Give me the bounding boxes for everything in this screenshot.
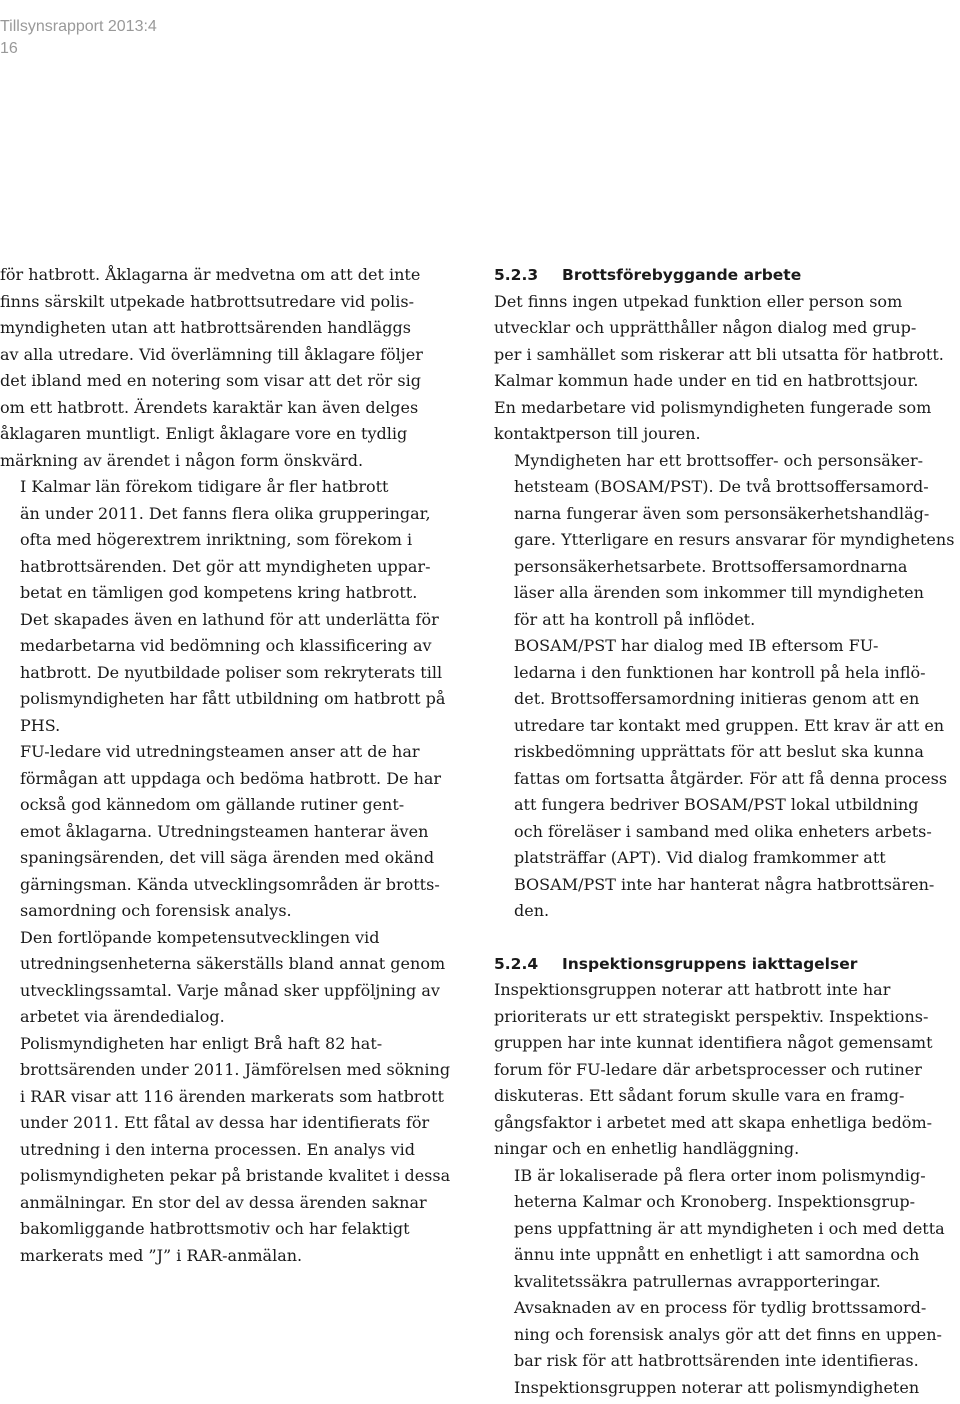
text-line: Inspektionsgruppen noterar att polismyndigheten <box>514 1377 920 1397</box>
text-line: hatbrottsärenden. Det gör att myndigheten uppar- <box>20 556 431 576</box>
left-column <box>0 262 458 1269</box>
text-line: också god kännedom om gällande rutiner gent- <box>20 795 405 814</box>
text-line: gångsfaktor i arbetet med att skapa enhetliga bedöm- <box>494 1112 933 1132</box>
text-line: hatbrott. De nyutbildade poliser som rekryterats till <box>20 662 443 682</box>
body-paragraph <box>494 1295 954 1375</box>
page-number: 16 <box>0 40 18 57</box>
body-paragraph <box>494 977 954 1163</box>
text-line: i RAR visar att 116 ärenden markerats som hatbrott <box>20 1086 444 1106</box>
text-line: Polismyndigheten har enligt Brå haft 82 hat- <box>20 1033 383 1053</box>
text-line: ofta med högerextrem inriktning, som förekom i <box>20 530 413 549</box>
body-paragraph <box>0 1031 458 1270</box>
text-line: det. Brottsoffersamordning initieras genom att en <box>514 689 920 708</box>
text-line: spaningsärenden, det vill säga ärenden med okänd <box>20 848 435 867</box>
text-line: markerats med ”J” i RAR-anmälan. <box>20 1245 303 1265</box>
text-line: hetsteam (BOSAM/PST). De två brottsoffersamord- <box>514 477 929 496</box>
text-line: polismyndigheten har fått utbildning om hatbrott på <box>20 689 446 708</box>
text-line: per i samhället som riskerar att bli utsatta för hatbrott. <box>494 344 944 364</box>
text-line: Inspektionsgruppen noterar att hatbrott inte har <box>494 980 891 999</box>
text-line: Det skapades även en lathund för att underlätta för <box>20 609 439 629</box>
body-paragraph <box>494 448 954 634</box>
text-line: emot åklagarna. Utredningsteamen hanterar även <box>20 821 429 841</box>
text-line: kontaktperson till jouren. <box>494 424 701 443</box>
text-line: och föreläser i samband med olika enheters arbets- <box>514 821 932 841</box>
text-line: utredningsenheterna säkerställs bland annat genom <box>20 954 446 973</box>
text-line: kvalitetssäkra patrullernas avrapporteringar. <box>514 1271 881 1291</box>
text-line: bakomliggande hatbrottsmotiv och har felaktigt <box>20 1219 410 1238</box>
text-line: bar risk för att hatbrottsärenden inte identifieras. <box>514 1351 919 1370</box>
text-line: samordning och forensisk analys. <box>20 901 292 920</box>
text-line: brottsärenden under 2011. Jämförelsen med sökning <box>20 1060 451 1079</box>
text-line: märkning av ärendet i någon form önskvärd. <box>0 450 364 470</box>
text-line: Den fortlöpande kompetensutvecklingen vid <box>20 927 380 947</box>
text-line: finns särskilt utpekade hatbrottsutredare vid polis- <box>0 291 415 311</box>
right-column <box>494 262 954 1401</box>
section-title: Inspektionsgruppens iakttagelser <box>562 954 858 973</box>
text-line: BOSAM/PST inte har hanterat några hatbrottsären- <box>514 874 935 894</box>
text-line: pens uppfattning är att myndigheten i och med detta <box>514 1218 945 1238</box>
text-line: det ibland med en notering som visar att det rör sig <box>0 371 421 390</box>
text-line: myndigheten utan att hatbrottsärenden handläggs <box>0 318 411 337</box>
section-number: 5.2.3 <box>494 266 539 284</box>
text-line: personsäkerhetsarbete. Brottsoffersamordnarna <box>514 556 908 576</box>
body-paragraph <box>494 289 954 448</box>
text-line: BOSAM/PST har dialog med IB eftersom FU- <box>514 636 879 655</box>
running-head <box>0 16 157 60</box>
text-line: av alla utredare. Vid överlämning till åklagare följer <box>0 344 423 364</box>
text-line: utvecklingssamtal. Varje månad sker uppföljning av <box>20 980 440 1000</box>
text-line: I Kalmar län förekom tidigare år fler hatbrott <box>20 477 389 496</box>
text-line: arbetet via ärendedialog. <box>20 1007 225 1026</box>
body-paragraph <box>0 474 458 739</box>
text-line: ledarna i den funktionen har kontroll på hela inflö- <box>514 662 926 682</box>
text-line: läser alla ärenden som inkommer till myndigheten <box>514 583 924 602</box>
report-title: Tillsynsrapport 2013:4 <box>0 18 157 35</box>
body-paragraph <box>494 633 954 925</box>
text-line: gärningsman. Kända utvecklingsområden är brotts- <box>20 874 440 894</box>
text-line: polismyndigheten pekar på bristande kvalitet i dessa <box>20 1166 451 1185</box>
text-line: förmågan att uppdaga och bedöma hatbrott. De har <box>20 768 442 788</box>
body-paragraph <box>0 262 458 474</box>
text-line: platsträffar (APT). Vid dialog framkommer att <box>514 848 886 867</box>
text-line: anmälningar. En stor del av dessa ärenden saknar <box>20 1192 427 1212</box>
section-heading <box>494 951 954 978</box>
text-line: utredare tar kontakt med gruppen. Ett krav är att en <box>514 715 945 735</box>
section-number: 5.2.4 <box>494 954 539 973</box>
text-line: om ett hatbrott. Ärendets karaktär kan även delges <box>0 397 419 417</box>
text-line: ningar och en enhetlig handläggning. <box>494 1139 800 1158</box>
text-line: narna fungerar även som personsäkerhetshandläg- <box>514 503 930 523</box>
text-line: prioriterats ur ett strategiskt perspektiv. Inspektions- <box>494 1006 929 1026</box>
text-line: heterna Kalmar och Kronoberg. Inspektionsgrup- <box>514 1192 916 1211</box>
text-line: fattas om fortsatta åtgärder. För att få denna process <box>514 768 948 788</box>
body-paragraph <box>0 925 458 1031</box>
text-line: gruppen har inte kunnat identifiera något gemensamt <box>494 1033 933 1052</box>
text-line: ning och forensisk analys gör att det finns en uppen- <box>514 1324 942 1344</box>
body-paragraph <box>494 1375 954 1402</box>
text-line: att fungera bedriver BOSAM/PST lokal utbildning <box>514 795 919 814</box>
text-line: riskbedömning upprättats för att beslut ska kunna <box>514 742 924 761</box>
text-line: utredning i den interna processen. En analys vid <box>20 1139 415 1159</box>
text-line: PHS. <box>20 715 61 735</box>
text-line: forum för FU-ledare där arbetsprocesser och rutiner <box>494 1059 922 1079</box>
text-line: ännu inte uppnått en enhetligt i att samordna och <box>514 1245 920 1264</box>
text-line: än under 2011. Det fanns flera olika grupperingar, <box>20 503 431 523</box>
text-line: under 2011. Ett fåtal av dessa har identifierats för <box>20 1113 430 1132</box>
section-heading <box>494 262 954 289</box>
text-line: gare. Ytterligare en resurs ansvarar för myndighetens <box>514 530 955 549</box>
text-line: Avsaknaden av en process för tydlig brottssamord- <box>514 1298 927 1317</box>
text-line: utvecklar och upprätthåller någon dialog med grup- <box>494 318 917 337</box>
section-spacer <box>494 925 954 951</box>
text-line: åklagaren muntligt. Enligt åklagare vore en tydlig <box>0 424 408 443</box>
body-paragraph <box>0 739 458 925</box>
text-line: FU-ledare vid utredningsteamen anser att de har <box>20 742 420 761</box>
text-line: diskuteras. Ett sådant forum skulle vara en framg- <box>494 1086 905 1105</box>
text-line: för hatbrott. Åklagarna är medvetna om att det inte <box>0 265 421 284</box>
text-line: En medarbetare vid polismyndigheten fungerade som <box>494 397 932 417</box>
text-line: medarbetarna vid bedömning och klassificering av <box>20 636 432 655</box>
section-title: Brottsförebyggande arbete <box>562 266 802 284</box>
body-paragraph <box>494 1163 954 1296</box>
text-line: för att ha kontroll på inflödet. <box>514 609 756 629</box>
text-line: Det finns ingen utpekad funktion eller person som <box>494 291 903 311</box>
text-line: Kalmar kommun hade under en tid en hatbrottsjour. <box>494 371 919 390</box>
text-line: IB är lokaliserade på flera orter inom polismyndig- <box>514 1165 926 1185</box>
text-line: Myndigheten har ett brottsoffer- och personsäker- <box>514 450 924 470</box>
text-line: betat en tämligen god kompetens kring hatbrott. <box>20 583 418 602</box>
text-line: den. <box>514 901 550 920</box>
